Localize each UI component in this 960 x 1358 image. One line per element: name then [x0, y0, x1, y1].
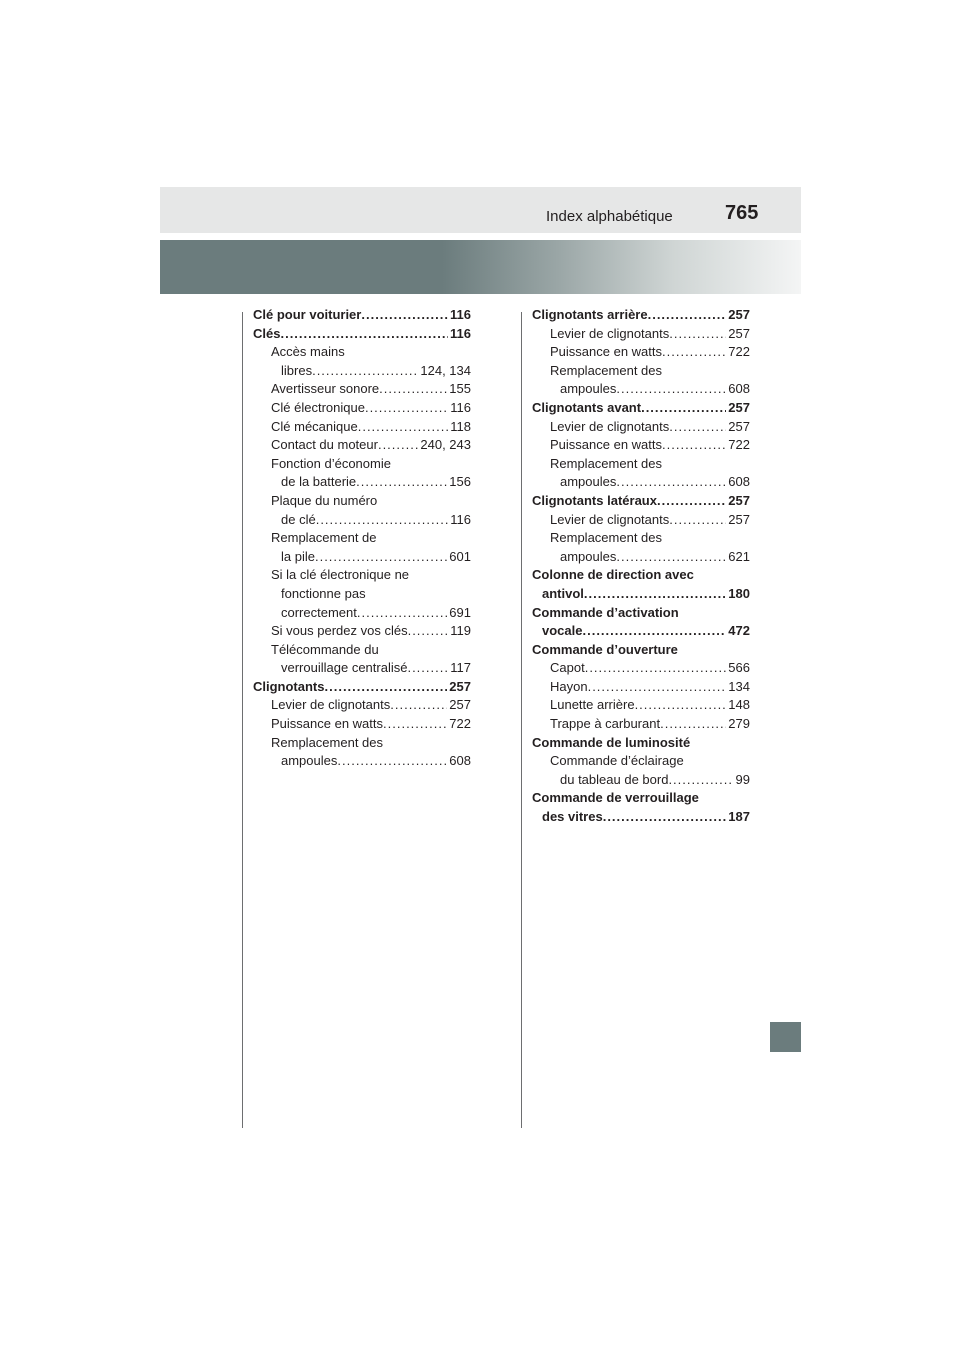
- page-reference: 117: [450, 660, 471, 676]
- dot-leader: [383, 715, 447, 734]
- page-reference: 722: [728, 437, 750, 453]
- page-number: 765: [725, 202, 759, 224]
- entry-term: la pile: [281, 548, 315, 564]
- dot-leader: [365, 399, 448, 418]
- entry-text-line: Commande d’ouverture: [532, 641, 678, 657]
- index-entry: [532, 789, 750, 826]
- page-reference: 116: [450, 399, 471, 415]
- entry-term: Hayon: [550, 678, 588, 694]
- entry-term: Clé mécanique: [271, 418, 358, 434]
- index-entry: [532, 641, 750, 660]
- entry-row: [532, 473, 750, 492]
- header-gradient-band: [160, 240, 801, 294]
- entry-text-line: Accès mains: [271, 344, 345, 360]
- entry-row: [253, 399, 471, 418]
- entry-term: Levier de clignotants: [550, 511, 670, 527]
- dot-leader: [358, 418, 449, 437]
- entry-row: [532, 808, 750, 827]
- page-reference: 116: [450, 307, 471, 322]
- page-reference: 257: [449, 697, 471, 713]
- dot-leader: [315, 548, 447, 567]
- dot-leader: [357, 604, 447, 623]
- index-subentry: [253, 529, 471, 566]
- index-subentry: [253, 418, 471, 437]
- entry-text-line: Fonction d’économie: [271, 455, 391, 471]
- entry-text-line: Commande de luminosité: [532, 734, 691, 750]
- entry-row: [253, 678, 471, 697]
- page-reference: 116: [450, 325, 471, 341]
- entry-term: Puissance en watts: [271, 716, 384, 732]
- dot-leader: [582, 622, 726, 641]
- index-subentry: [532, 362, 750, 399]
- entry-row: [532, 492, 750, 511]
- index-subentry: [253, 455, 471, 492]
- header-bar: [160, 187, 801, 233]
- entry-term: Clignotants latéraux: [532, 492, 657, 508]
- dot-leader: [616, 473, 726, 492]
- index-subentry: [253, 399, 471, 418]
- index-subentry: [532, 696, 750, 715]
- entry-term: des vitres: [542, 809, 603, 825]
- entry-row: [532, 678, 750, 697]
- entry-text-line: Colonne de direction avec: [532, 567, 694, 583]
- entry-text-line: Plaque du numéro: [271, 492, 378, 508]
- entry-row: [532, 306, 750, 325]
- index-subentry: [253, 436, 471, 455]
- entry-term: Levier de clignotants: [271, 697, 391, 713]
- index-entry: [532, 306, 750, 325]
- dot-leader: [356, 473, 447, 492]
- page-reference: 621: [728, 548, 750, 564]
- entry-term: du tableau de bord: [560, 771, 669, 787]
- entry-text-line: Remplacement des: [550, 362, 662, 378]
- entry-term: Clé pour voiturier: [253, 307, 362, 322]
- page-reference: 257: [728, 492, 750, 508]
- page-reference: 257: [449, 678, 471, 694]
- entry-row: [253, 362, 471, 381]
- entry-text-line: Commande d’éclairage: [550, 753, 684, 769]
- dot-leader: [390, 696, 447, 715]
- page-reference: 180: [728, 585, 750, 601]
- entry-term: de la batterie: [281, 474, 357, 490]
- entry-text-line: fonctionne pas: [281, 585, 366, 601]
- entry-term: Levier de clignotants: [550, 418, 670, 434]
- dot-leader: [641, 399, 726, 418]
- entry-term: Trappe à carburant: [550, 716, 661, 732]
- entry-row: [532, 399, 750, 418]
- page-reference: 119: [450, 623, 471, 639]
- entry-row: [253, 696, 471, 715]
- entry-term: Capot: [550, 660, 585, 676]
- index-subentry: [532, 436, 750, 455]
- page-reference: 187: [728, 809, 750, 825]
- index-subentry: [532, 418, 750, 437]
- entry-term: de clé: [281, 511, 316, 527]
- entry-row: [532, 436, 750, 455]
- page-reference: 691: [449, 604, 471, 620]
- dot-leader: [669, 418, 726, 437]
- entry-term: Puissance en watts: [550, 344, 663, 360]
- dot-leader: [668, 771, 733, 790]
- page-reference: 257: [728, 307, 750, 322]
- entry-row: [253, 752, 471, 771]
- page-reference: 722: [449, 716, 471, 732]
- page-reference: 279: [728, 716, 750, 732]
- dot-leader: [648, 306, 727, 325]
- page-reference: 608: [449, 753, 471, 769]
- entry-row: [532, 511, 750, 530]
- entry-term: Avertisseur sonore: [271, 381, 380, 397]
- index-subentry: [532, 715, 750, 734]
- entry-row: [532, 715, 750, 734]
- page-reference: 155: [449, 381, 471, 397]
- entry-term: Puissance en watts: [550, 437, 663, 453]
- dot-leader: [588, 678, 727, 697]
- page-reference: 118: [450, 418, 471, 434]
- section-tab-marker: [770, 1022, 801, 1052]
- entry-row: [532, 585, 750, 604]
- entry-term: ampoules: [560, 474, 617, 490]
- index-subentry: [253, 696, 471, 715]
- index-entry: [532, 734, 750, 753]
- index-subentry: [253, 715, 471, 734]
- entry-term: ampoules: [560, 548, 617, 564]
- page-reference: 240, 243: [420, 437, 471, 453]
- dot-leader: [662, 343, 726, 362]
- page-reference: 99: [735, 771, 750, 787]
- index-entry: [253, 678, 471, 697]
- dot-leader: [312, 362, 418, 381]
- index-entry: [253, 325, 471, 344]
- index-entry: [532, 492, 750, 511]
- page-reference: 472: [728, 623, 750, 639]
- entry-row: [532, 343, 750, 362]
- dot-leader: [379, 380, 447, 399]
- page-reference: 156: [449, 474, 471, 490]
- entry-row: [532, 325, 750, 344]
- entry-text-line: Commande d’activation: [532, 604, 679, 620]
- index-subentry: [253, 492, 471, 529]
- dot-leader: [408, 622, 449, 641]
- entry-text-line: Télécommande du: [271, 641, 379, 657]
- entry-term: vocale: [542, 623, 583, 639]
- entry-row: [253, 436, 471, 455]
- page-reference: 722: [728, 344, 750, 360]
- dot-leader: [635, 696, 727, 715]
- entry-row: [253, 715, 471, 734]
- dot-leader: [585, 659, 727, 678]
- dot-leader: [603, 808, 727, 827]
- entry-term: Lunette arrière: [550, 697, 635, 713]
- entry-term: Clés: [253, 325, 281, 341]
- page-reference: 257: [728, 325, 750, 341]
- index-subentry: [532, 752, 750, 789]
- dot-leader: [657, 492, 726, 511]
- entry-term: Si vous perdez vos clés: [271, 623, 408, 639]
- page-reference: 148: [728, 697, 750, 713]
- entry-row: [253, 659, 471, 678]
- entry-row: [253, 511, 471, 530]
- entry-text-line: Si la clé électronique ne: [271, 567, 410, 583]
- entry-term: libres: [281, 362, 313, 378]
- entry-row: [532, 380, 750, 399]
- entry-term: Clignotants avant: [532, 399, 642, 415]
- index-subentry: [532, 325, 750, 344]
- entry-row: [532, 622, 750, 641]
- index-entry: [532, 566, 750, 603]
- right-column-rule: [521, 312, 522, 1128]
- index-subentry: [253, 343, 471, 380]
- left-column-rule: [242, 312, 243, 1128]
- page-reference: 608: [728, 474, 750, 490]
- entry-text-line: Remplacement de: [271, 530, 377, 546]
- dot-leader: [660, 715, 726, 734]
- dot-leader: [616, 380, 726, 399]
- page-reference: 608: [728, 381, 750, 397]
- section-title: Index alphabétique: [546, 208, 673, 225]
- page-reference: 116: [450, 511, 471, 527]
- entry-row: [532, 659, 750, 678]
- entry-row: [532, 418, 750, 437]
- entry-row: [253, 306, 471, 325]
- index-column-right: [532, 306, 750, 827]
- index-subentry: [532, 455, 750, 492]
- dot-leader: [325, 678, 448, 697]
- dot-leader: [669, 511, 726, 530]
- index-subentry: [253, 622, 471, 641]
- dot-leader: [616, 548, 726, 567]
- entry-term: Contact du moteur: [271, 437, 378, 453]
- entry-term: ampoules: [560, 381, 617, 397]
- entry-text-line: Remplacement des: [550, 530, 662, 546]
- entry-term: antivol: [542, 585, 584, 601]
- index-entry: [532, 399, 750, 418]
- entry-row: [532, 548, 750, 567]
- entry-term: ampoules: [281, 753, 338, 769]
- index-subentry: [253, 641, 471, 678]
- entry-row: [532, 771, 750, 790]
- entry-row: [253, 622, 471, 641]
- dot-leader: [361, 306, 448, 325]
- dot-leader: [407, 659, 448, 678]
- index-subentry: [532, 343, 750, 362]
- entry-text-line: Commande de verrouillage: [532, 790, 699, 806]
- entry-row: [253, 548, 471, 567]
- index-subentry: [532, 529, 750, 566]
- entry-row: [253, 604, 471, 623]
- dot-leader: [337, 752, 447, 771]
- page-reference: 566: [728, 660, 750, 676]
- entry-term: Levier de clignotants: [550, 325, 670, 341]
- page-reference: 257: [728, 399, 750, 415]
- index-subentry: [532, 678, 750, 697]
- index-subentry: [253, 566, 471, 622]
- index-subentry: [532, 511, 750, 530]
- dot-leader: [669, 325, 726, 344]
- dot-leader: [662, 436, 726, 455]
- entry-term: correctement: [281, 604, 357, 620]
- page-reference: 124, 134: [420, 362, 471, 378]
- entry-term: Clé électronique: [271, 399, 365, 415]
- entry-term: Clignotants: [253, 678, 325, 694]
- entry-text-line: Remplacement des: [550, 455, 662, 471]
- entry-text-line: Remplacement des: [271, 734, 383, 750]
- index-subentry: [253, 734, 471, 771]
- dot-leader: [316, 511, 449, 530]
- dot-leader: [584, 585, 726, 604]
- index-subentry: [253, 380, 471, 399]
- dot-leader: [378, 436, 418, 455]
- entry-row: [532, 696, 750, 715]
- page-reference: 257: [728, 418, 750, 434]
- index-subentry: [532, 659, 750, 678]
- index-entry: [253, 306, 471, 325]
- page-reference: 601: [449, 548, 471, 564]
- entry-term: Clignotants arrière: [532, 307, 648, 322]
- entry-row: [253, 380, 471, 399]
- page-reference: 134: [728, 678, 750, 694]
- index-entry: [532, 604, 750, 641]
- entry-row: [253, 473, 471, 492]
- entry-row: [253, 325, 471, 344]
- page-reference: 257: [728, 511, 750, 527]
- index-column-left: [253, 306, 471, 771]
- dot-leader: [280, 325, 448, 344]
- entry-term: verrouillage centralisé: [281, 660, 408, 676]
- entry-row: [253, 418, 471, 437]
